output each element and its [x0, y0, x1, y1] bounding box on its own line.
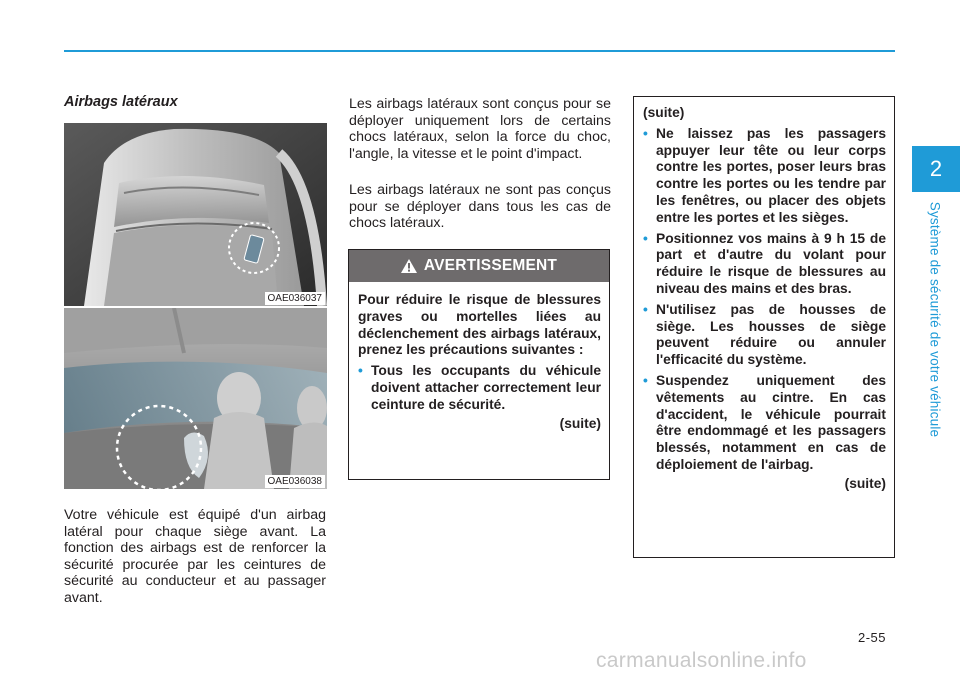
bullet-icon: • [643, 301, 648, 317]
watermark[interactable]: carmanualsonline.info [596, 649, 807, 672]
seat-side-airbag-icon [64, 123, 327, 306]
list-item: • Suspendez uniquement des vêtements au cintre. En cas d'accident, le véhicule pourrait être endommagé et les passagers blessés, notamment en cas de déploiement de l'airbag. [643, 372, 886, 472]
continued-suite-label: (suite) [844, 475, 886, 491]
warning-continued-box [633, 96, 895, 558]
list-item: • Tous les occupants du véhicule doivent attacher correctement leur ceinture de sécurité. [358, 363, 601, 412]
header-rule [64, 50, 895, 52]
figure-code: OAE036037 [265, 292, 326, 305]
list-item: • Ne laissez pas les passagers appuyer leur tête ou leur corps contre les portes, poser leurs bras contre les portes ou les tendre par les fenêtres, ou placer des objets entre les portes et les sièges. [643, 125, 886, 225]
warning-intro: Pour réduire le risque de blessures graves ou mortelles liées au déclenchement des airbags latéraux, prenez les précautions suivantes : [358, 292, 601, 358]
bullet-icon: • [643, 125, 648, 141]
page-number: 2-55 [858, 630, 887, 645]
warning-body [349, 282, 609, 432]
warning-triangle-icon [401, 259, 417, 273]
chapter-title: Système de sécurité de votre véhicule [927, 201, 943, 438]
list-item: • Positionnez vos mains à 9 h 15 de part et d'autre du volant pour réduire le risque de blessures au niveau des mains et des bras. [643, 230, 886, 296]
warning-box [348, 249, 610, 480]
warning-header [349, 250, 609, 282]
bullet-icon: • [643, 372, 648, 388]
deployment-paragraph: Les airbags latéraux sont conçus pour se déployer uniquement lors de certains chocs latéraux, selon la force du choc, l'angle, la vitesse et le point d'impact. [349, 96, 611, 162]
list-item: • N'utilisez pas de housses de siège. Les housses de siège peuvent réduire ou annuler l'efficacité du système. [643, 301, 886, 368]
bullet-icon: • [643, 230, 648, 246]
continued-bullets [643, 126, 886, 474]
warning-continued-label: (suite) [559, 415, 601, 431]
figure-airbag-deployed [64, 308, 327, 489]
warning-title: AVERTISSEMENT [423, 257, 558, 274]
chapter-number: 2 [929, 156, 943, 181]
figure-seat-airbag [64, 123, 327, 306]
intro-paragraph: Votre véhicule est équipé d'un airbag latéral pour chaque siège avant. La fonction des airbags est de renforcer la sécurité procurée par les ceintures de sécurité au conducteur et au passager avant. [64, 507, 326, 606]
continued-head: (suite) [643, 105, 685, 120]
bullet-icon: • [358, 363, 363, 379]
non-deployment-paragraph: Les airbags latéraux ne sont pas conçus pour se déployer dans tous les cas de chocs latéraux. [349, 182, 611, 232]
section-title: Airbags latéraux [64, 94, 178, 110]
figure-code: OAE036038 [265, 475, 326, 488]
warning-bullets [358, 363, 601, 413]
chapter-number-tab[interactable] [912, 146, 960, 192]
side-airbag-deployed-icon [64, 308, 327, 489]
